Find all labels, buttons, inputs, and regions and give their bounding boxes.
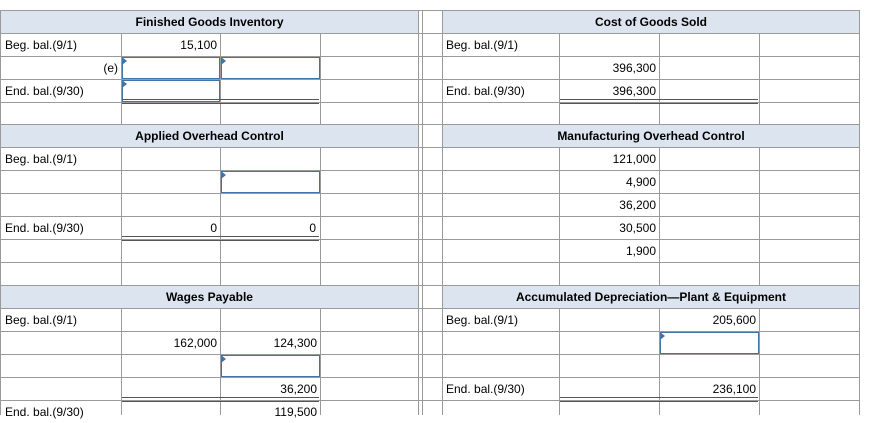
aoh-credit-input[interactable] [221,171,320,193]
cogs-double-underline [560,99,758,104]
ad-double-underline [560,397,758,402]
moh-value-1: 121,000 [612,152,656,166]
fg-beg-label: Beg. bal.(9/1) [5,38,78,52]
wp-debit-value: 162,000 [173,336,217,350]
cogs-title: Cost of Goods Sold [595,15,707,29]
aoh-beg-label: Beg. bal.(9/1) [5,152,78,166]
wp-credit-value-1: 124,300 [273,336,317,350]
mfg-overhead-header [443,125,859,147]
moh-value-3: 36,200 [619,198,656,212]
accum-depr-title: Accumulated Depreciation—Plant & Equipment [515,290,787,304]
wp-end-value: 119,500 [274,405,317,419]
ad-credit-input[interactable] [660,332,759,354]
aoh-double-underline [122,236,319,241]
cogs-end-label: End. bal.(9/30) [446,84,525,98]
moh-value-2: 4,900 [625,175,656,189]
fg-debit-entry-input[interactable] [122,57,220,79]
ad-beg-value: 205,600 [712,313,756,327]
applied-overhead-title: Applied Overhead Control [135,129,284,143]
fg-entry-label: (e) [103,61,118,75]
fg-credit-entry-input[interactable] [221,57,320,79]
fg-double-underline [122,99,319,104]
wages-payable-header [1,286,418,308]
fg-end-label: End. bal.(9/30) [5,84,84,98]
wp-credit-input[interactable] [221,355,320,377]
finished-goods-header [1,11,418,33]
cogs-end-value: 396,300 [612,84,656,98]
cogs-row-value: 396,300 [612,61,656,75]
wp-credit-value-2: 36,200 [280,382,317,396]
ad-end-value: 236,100 [712,382,756,396]
aoh-end-credit: 0 [309,221,316,235]
accum-depr-header [443,286,859,308]
wages-payable-title: Wages Payable [166,290,253,304]
moh-value-5: 1,900 [625,244,656,258]
aoh-end-debit: 0 [210,221,217,235]
ad-beg-label: Beg. bal.(9/1) [446,313,519,327]
applied-overhead-header [1,125,418,147]
fg-beg-value: 15,100 [180,38,217,52]
ad-end-label: End. bal.(9/30) [446,382,525,396]
aoh-end-label: End. bal.(9/30) [5,221,84,235]
cogs-header [443,11,859,33]
wp-end-label: End. bal.(9/30) [5,405,84,419]
moh-value-4: 30,500 [619,221,656,235]
wp-double-underline [122,397,319,402]
cogs-beg-label: Beg. bal.(9/1) [446,38,519,52]
mfg-overhead-title: Manufacturing Overhead Control [557,129,745,143]
finished-goods-title: Finished Goods Inventory [135,15,284,29]
wp-beg-label: Beg. bal.(9/1) [5,313,78,327]
